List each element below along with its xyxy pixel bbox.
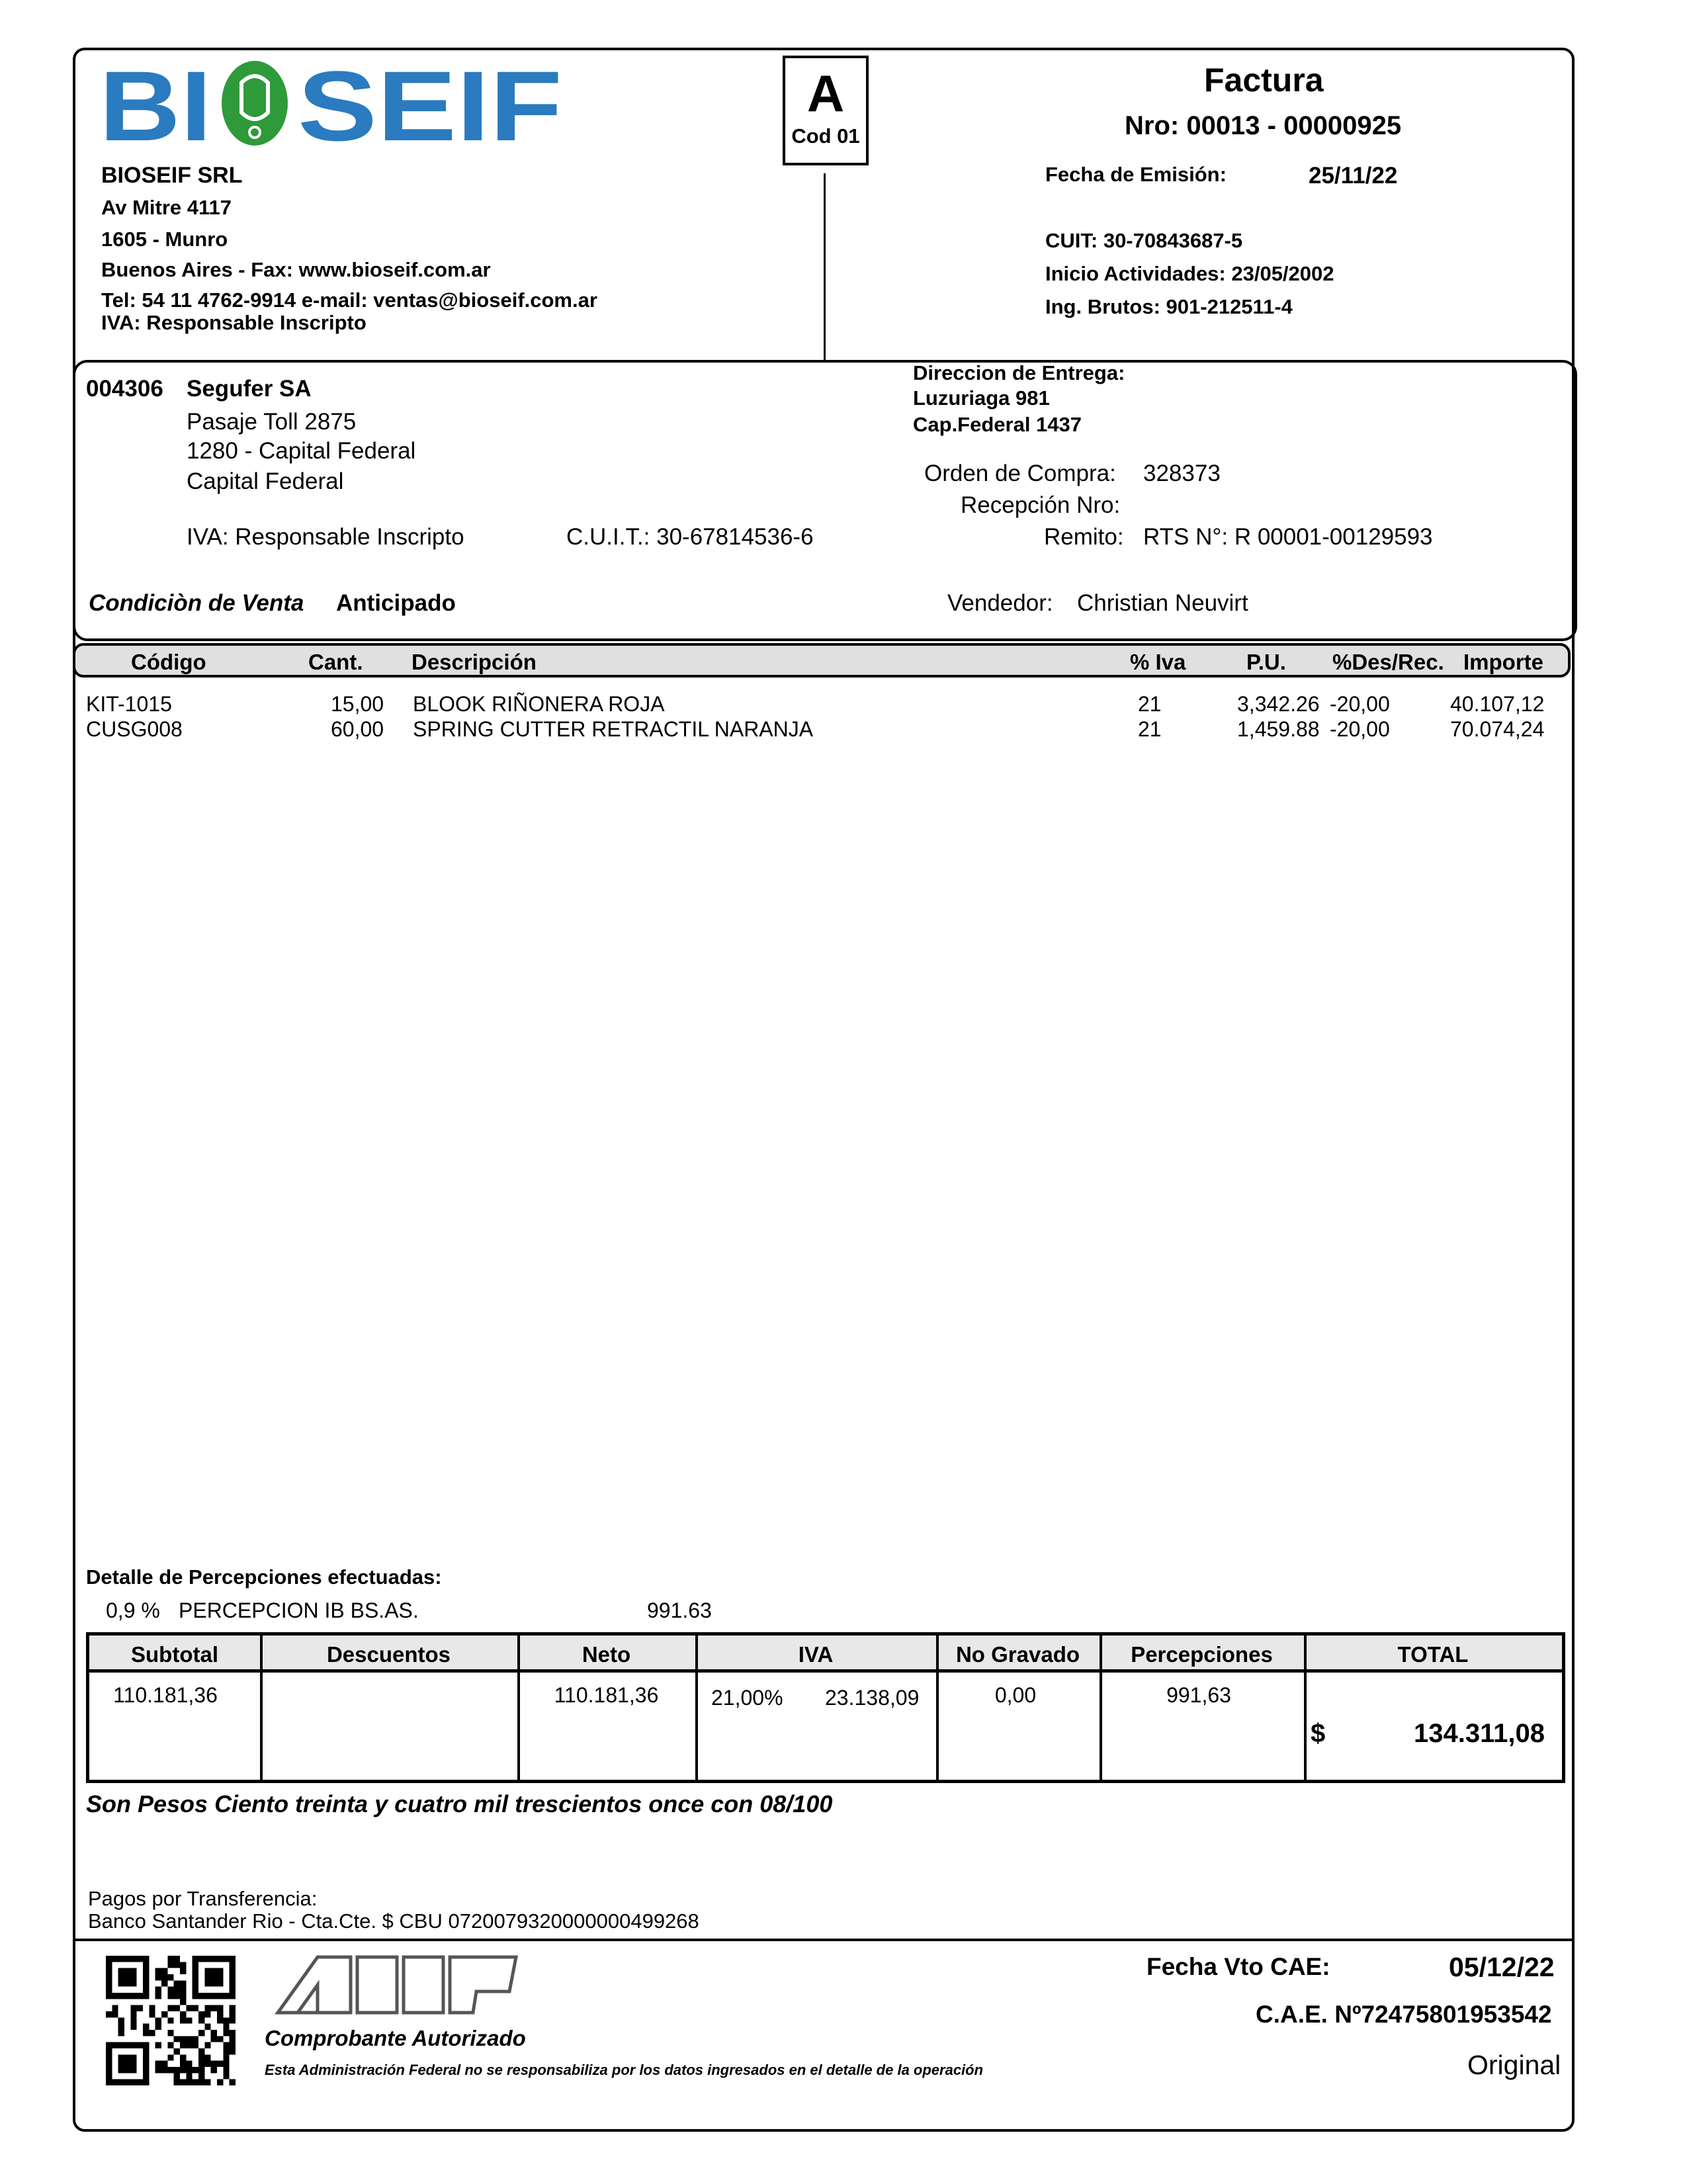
start-activities: Inicio Actividades: 23/05/2002 <box>1045 262 1334 285</box>
perception-rate: 0,9 % <box>106 1598 160 1622</box>
item-description: BLOOK RIÑONERA ROJA <box>413 692 665 716</box>
col-header-unit-price: P.U. <box>1246 650 1286 674</box>
header-discounts: Descuentos <box>326 1642 451 1667</box>
item-unit-price: 1,459.88 <box>1237 717 1320 741</box>
currency-symbol: $ <box>1311 1719 1326 1748</box>
authorized-label: Comprobante Autorizado <box>265 2026 526 2050</box>
svg-text:BI: BI <box>99 60 212 147</box>
seller-label: Vendedor: <box>947 590 1053 616</box>
item-qty: 60,00 <box>331 717 384 741</box>
issuer-address: Av Mitre 4117 <box>101 196 232 219</box>
issue-date-label: Fecha de Emisión: <box>1045 163 1227 186</box>
document-letter: A <box>806 64 845 122</box>
item-amount: 70.074,24 <box>1450 717 1545 741</box>
remito-label: Remito: <box>1044 524 1124 550</box>
cae-due-date: 05/12/22 <box>1449 1952 1555 1982</box>
perceptions-value: 991,63 <box>1166 1683 1231 1707</box>
invoice-title: Factura <box>1204 62 1324 99</box>
iva-rate: 21,00% <box>711 1686 783 1710</box>
document-code: Cod 01 <box>791 124 860 148</box>
issuer-city: 1605 - Munro <box>101 228 228 251</box>
document-type-box <box>783 56 869 165</box>
bank-details: Banco Santander Rio - Cta.Cte. $ CBU 0720079320000000499268 <box>88 1909 699 1933</box>
client-city: 1280 - Capital Federal <box>187 438 416 464</box>
col-header-iva: % Iva <box>1130 650 1186 674</box>
col-header-amount: Importe <box>1463 650 1544 674</box>
client-province: Capital Federal <box>187 468 344 494</box>
issuer-iva: IVA: Responsable Inscripto <box>101 311 367 334</box>
item-code: KIT-1015 <box>86 692 172 716</box>
item-iva: 21 <box>1138 717 1162 741</box>
footer-divider <box>73 1939 1575 1941</box>
svg-text:SEIF: SEIF <box>298 60 562 147</box>
cae-due-label: Fecha Vto CAE: <box>1146 1953 1330 1980</box>
total-value: 134.311,08 <box>1414 1719 1545 1748</box>
client-cuit: C.U.I.T.: 30-67814536-6 <box>566 524 814 550</box>
issuer-cuit: CUIT: 30-70843687-5 <box>1045 229 1243 252</box>
items-table-header <box>73 643 1571 677</box>
header-subtotal: Subtotal <box>131 1642 218 1667</box>
payment-method: Pagos por Transferencia: <box>88 1887 318 1910</box>
subtotal-value: 110.181,36 <box>113 1683 218 1707</box>
po-label: Orden de Compra: <box>924 460 1116 486</box>
col-header-discount: %Des/Rec. <box>1332 650 1444 674</box>
iva-amount: 23.138,09 <box>825 1686 920 1710</box>
bioseif-logo <box>99 60 569 147</box>
client-code: 004306 <box>86 376 163 402</box>
untaxed-value: 0,00 <box>994 1683 1037 1707</box>
issuer-name: BIOSEIF SRL <box>101 163 243 188</box>
perceptions-title: Detalle de Percepciones efectuadas: <box>86 1565 442 1589</box>
item-discount: -20,00 <box>1330 692 1390 716</box>
cae-number: C.A.E. Nº72475801953542 <box>1256 2001 1552 2028</box>
qr-code-icon[interactable] <box>106 1956 236 2085</box>
col-header-code: Código <box>131 650 206 674</box>
mask-emblem-icon <box>222 61 288 146</box>
copy-label: Original <box>1467 2050 1561 2080</box>
afip-disclaimer: Esta Administración Federal no se responsabiliza por los datos ingresados en el detalle de la operación <box>265 2062 984 2078</box>
sale-condition-label: Condiciòn de Venta <box>89 590 304 616</box>
client-iva: IVA: Responsable Inscripto <box>187 524 464 550</box>
delivery-label: Direccion de Entrega: <box>913 361 1125 384</box>
header-net: Neto <box>582 1642 631 1667</box>
issue-date: 25/11/22 <box>1309 163 1398 189</box>
delivery-city: Cap.Federal 1437 <box>913 413 1082 436</box>
header-iva: IVA <box>798 1642 834 1667</box>
issuer-province-fax: Buenos Aires - Fax: www.bioseif.com.ar <box>101 258 491 281</box>
totals-table <box>86 1632 1565 1783</box>
item-discount: -20,00 <box>1330 717 1390 741</box>
item-code: CUSG008 <box>86 717 183 741</box>
item-unit-price: 3,342.26 <box>1237 692 1320 716</box>
header-untaxed: No Gravado <box>955 1642 1080 1667</box>
item-iva: 21 <box>1138 692 1162 716</box>
remito-value: RTS N°: R 00001-00129593 <box>1143 524 1433 550</box>
header-perceptions: Percepciones <box>1131 1642 1273 1667</box>
client-address: Pasaje Toll 2875 <box>187 409 357 435</box>
perception-name: PERCEPCION IB BS.AS. <box>179 1598 419 1622</box>
col-header-qty: Cant. <box>308 650 363 674</box>
header-divider <box>824 173 826 360</box>
reception-label: Recepción Nro: <box>961 492 1121 518</box>
po-value: 328373 <box>1143 460 1221 486</box>
header-total: TOTAL <box>1397 1642 1469 1667</box>
item-qty: 15,00 <box>331 692 384 716</box>
col-header-description: Descripción <box>411 650 537 674</box>
net-value: 110.181,36 <box>554 1683 659 1707</box>
amount-in-words: Son Pesos Ciento treinta y cuatro mil trescientos once con 08/100 <box>86 1790 833 1817</box>
perception-amount: 991.63 <box>647 1598 712 1622</box>
client-name: Segufer SA <box>187 376 312 402</box>
gross-income: Ing. Brutos: 901-212511-4 <box>1045 295 1293 318</box>
afip-logo <box>271 1952 523 2018</box>
seller-value: Christian Neuvirt <box>1077 590 1248 616</box>
item-description: SPRING CUTTER RETRACTIL NARANJA <box>413 717 814 741</box>
item-amount: 40.107,12 <box>1450 692 1545 716</box>
sale-condition: Anticipado <box>336 590 456 616</box>
delivery-address: Luzuriaga 981 <box>913 386 1050 410</box>
invoice-number: Nro: 00013 - 00000925 <box>1125 111 1402 140</box>
issuer-contact: Tel: 54 11 4762-9914 e-mail: ventas@bioseif.com.ar <box>101 288 597 312</box>
